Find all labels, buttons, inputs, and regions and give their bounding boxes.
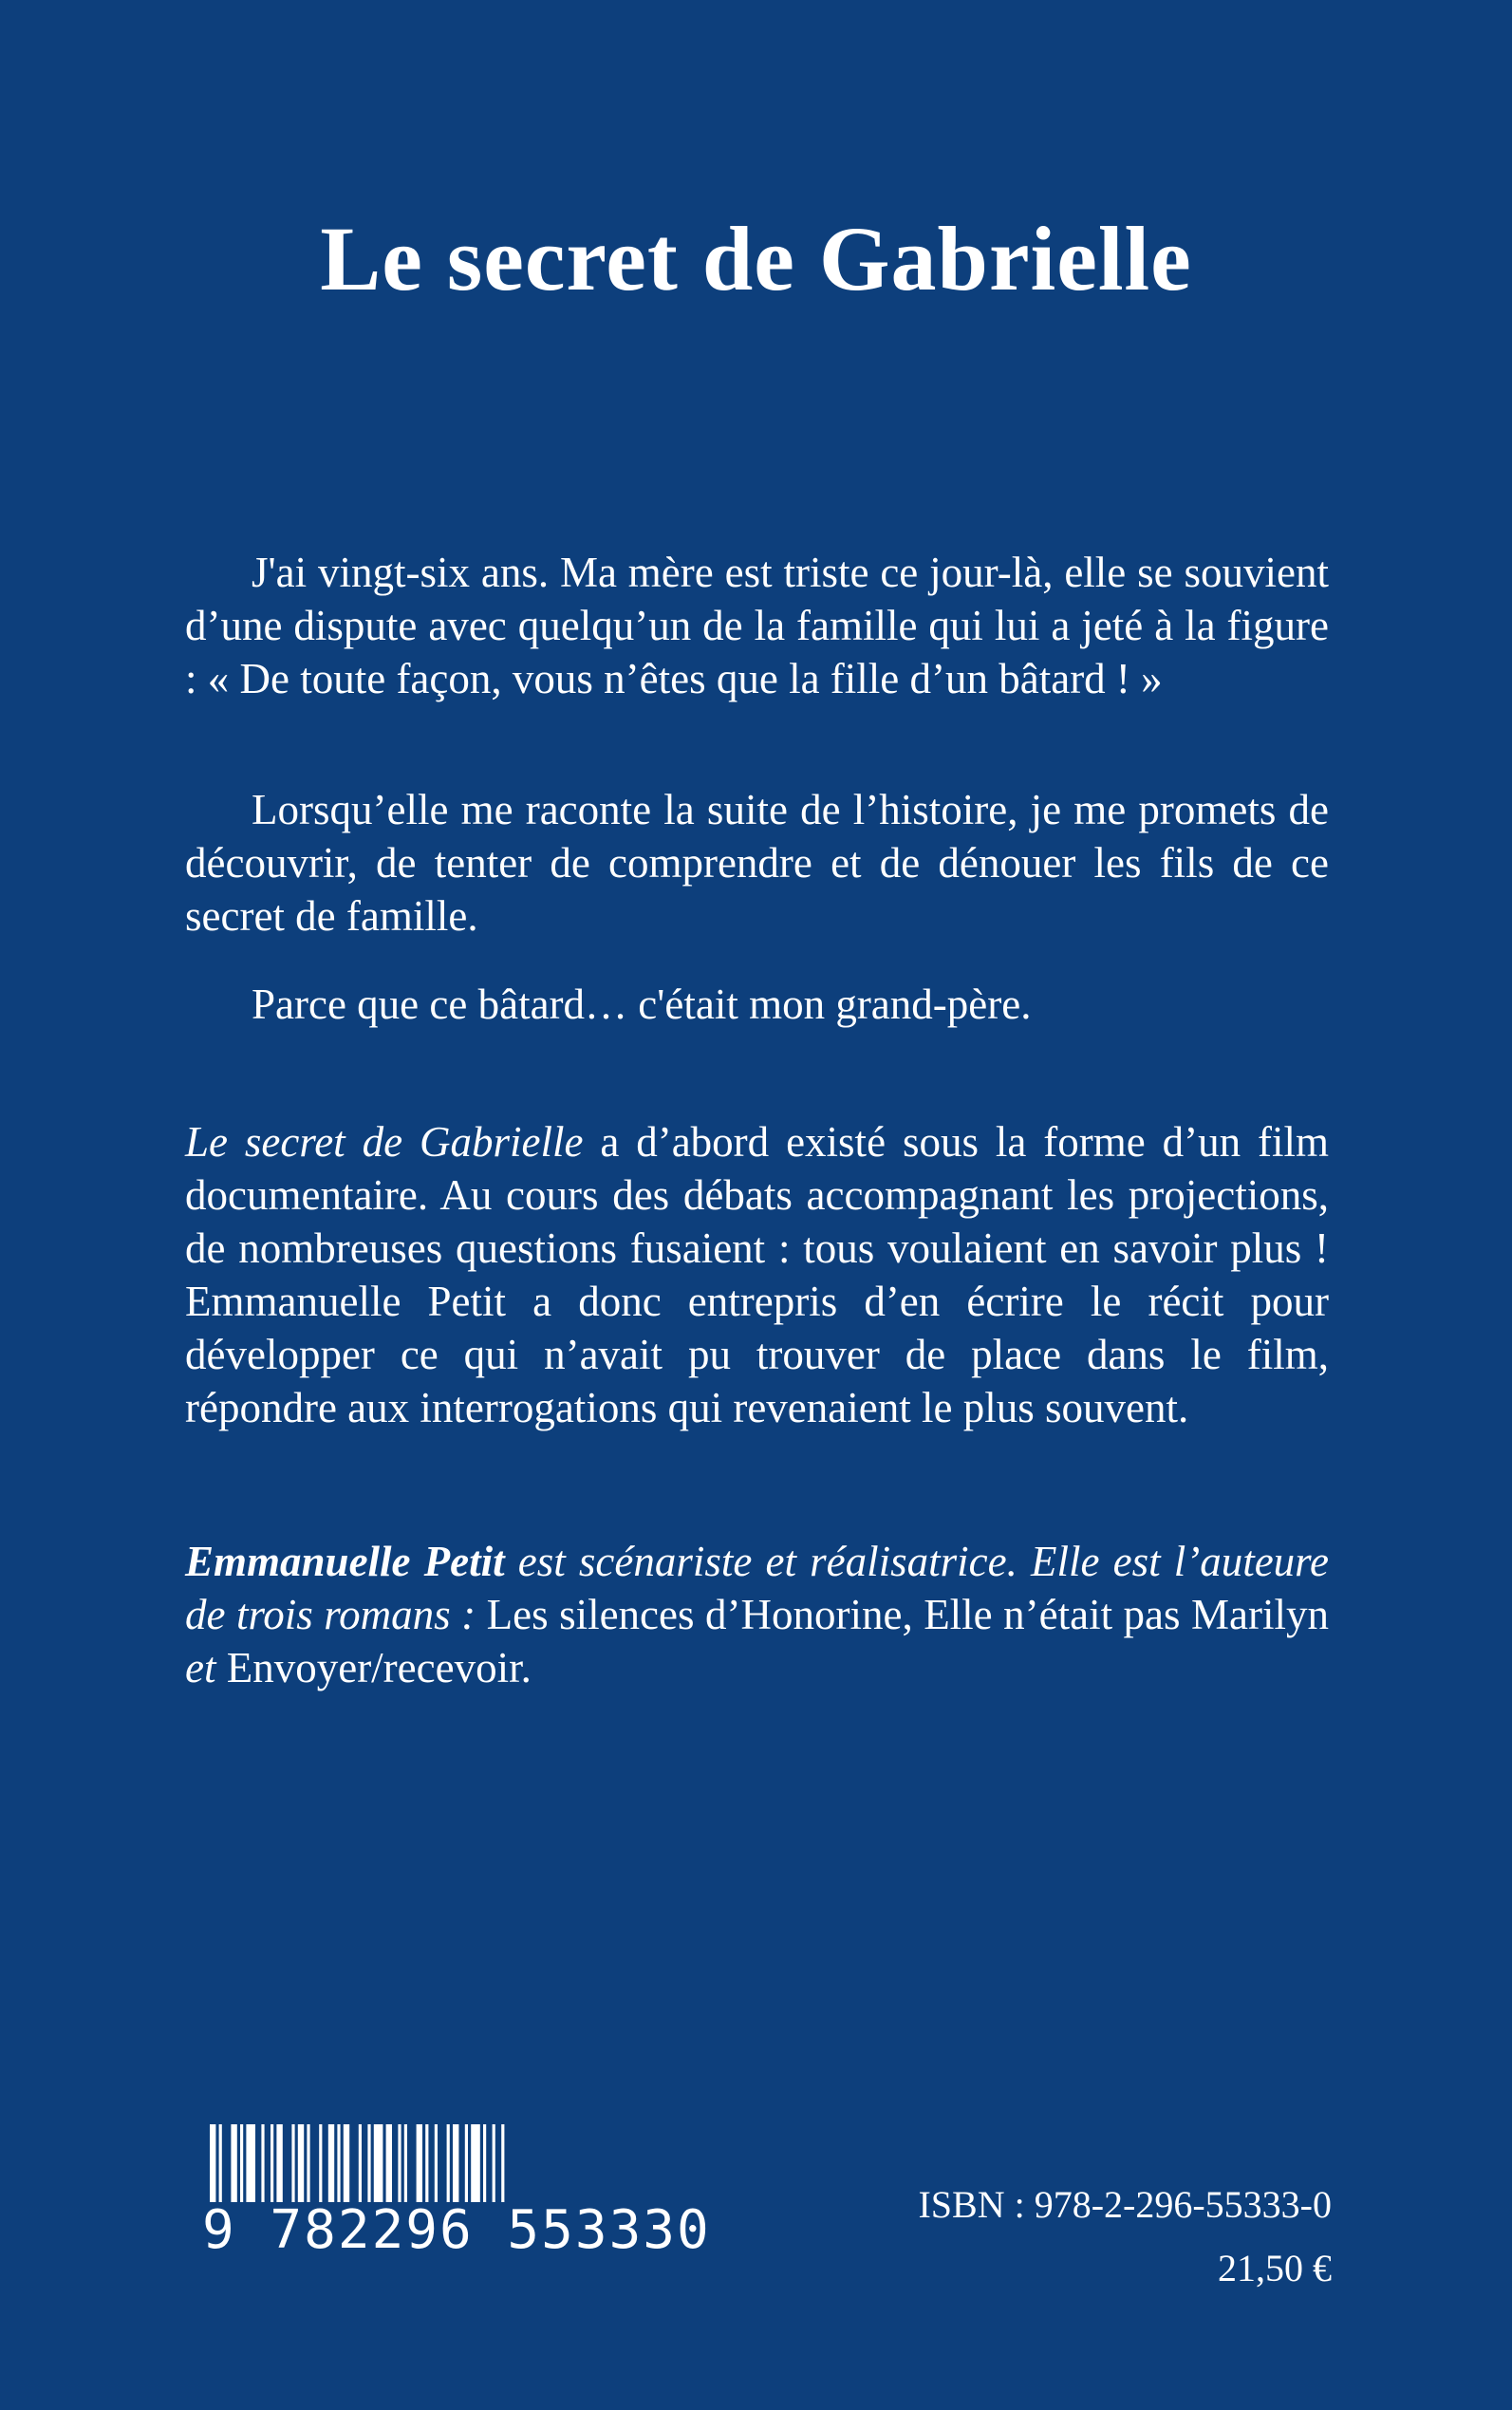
author-bio: est scénariste et réalisatrice. Elle est l’auteure de trois romans :: [185, 1538, 1329, 1638]
about-film-text: a d’abord existé sous la forme d’un film documentaire. Au cours des débats accompagnant les projections, de nombreuses questions fusaient : tous voulaient en savoir plus ! Emmanuelle Petit a donc entrepris d’en écrire le récit pour développer ce qui n’avait pu trouver de place dans le film, répondre aux interrogations qui revenaient le plus souvent.: [185, 1118, 1329, 1431]
author-name: Emmanuelle Petit: [185, 1538, 505, 1585]
blurb-text-3: Parce que ce bâtard… c'était mon grand-père.: [252, 981, 1032, 1028]
price: 21,50 €: [1218, 2247, 1332, 2289]
author-bio-paragraph: [185, 1535, 1329, 1694]
blurb-paragraph-1: [185, 546, 1329, 705]
blurb-text-2: Lorsqu’elle me raconte la suite de l’histoire, je me promets de découvrir, de tenter de comprendre et de dénouer les fils de ce secret de famille.: [185, 786, 1329, 940]
book-title: Le secret de Gabrielle: [320, 208, 1192, 309]
blurb-text-1: J'ai vingt-six ans. Ma mère est triste ce jour-là, elle se souvient d’une dispute avec quelqu’un de la famille qui lui a jeté à la figure : « De toute façon, vous n’êtes que la fille d’un bâtard ! »: [185, 549, 1329, 702]
barcode-digits: 9 782296 553330: [202, 2199, 711, 2261]
isbn: ISBN : 978-2-296-55333-0: [918, 2183, 1332, 2226]
author-separator: ,: [902, 1591, 924, 1638]
blurb-paragraph-3: [185, 978, 1329, 1031]
author-end: .: [520, 1644, 532, 1691]
author-book-2: Elle n’était pas Marilyn: [924, 1591, 1330, 1638]
film-title-italic: Le secret de Gabrielle: [185, 1118, 584, 1166]
about-film-paragraph: [185, 1115, 1329, 1434]
blurb-paragraph-2: [185, 783, 1329, 943]
author-and: et: [185, 1644, 227, 1691]
author-book-1: Les silences d’Honorine: [486, 1591, 903, 1638]
author-book-3: Envoyer/recevoir: [226, 1644, 521, 1691]
